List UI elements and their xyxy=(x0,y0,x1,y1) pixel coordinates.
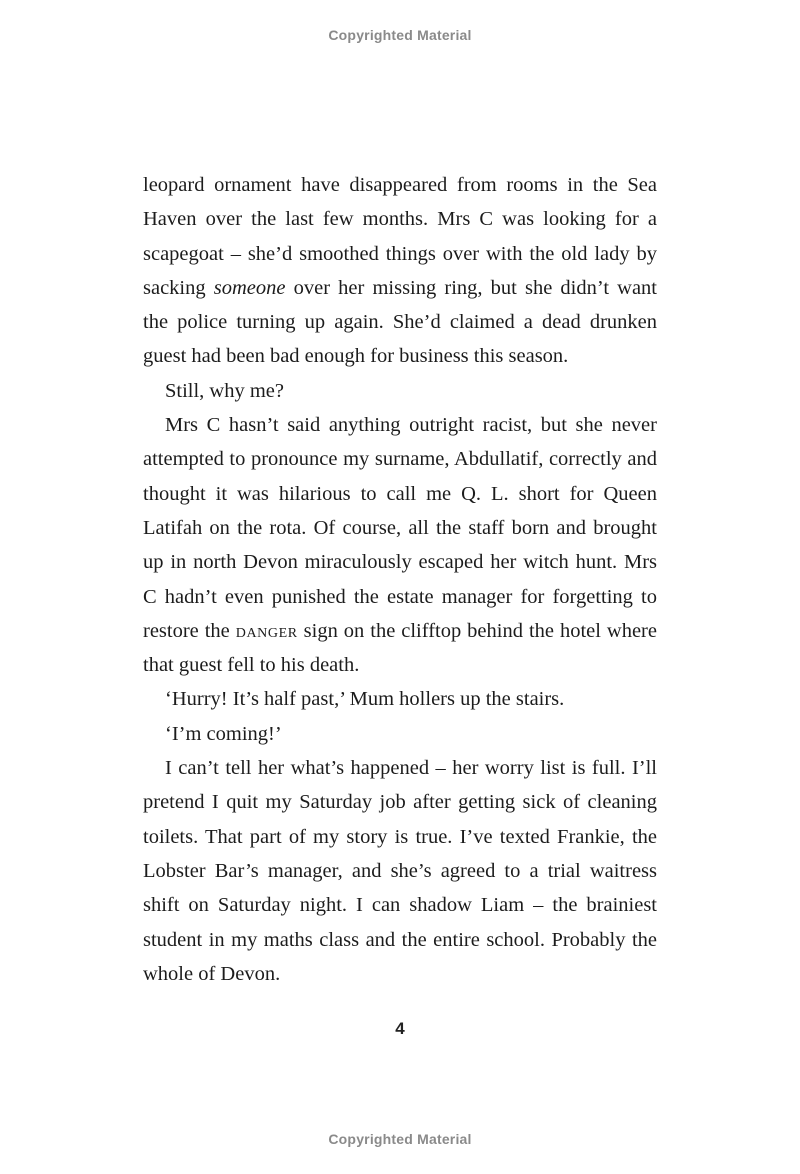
emphasis-someone: someone xyxy=(213,276,286,299)
paragraph-1-part-b: over her missing ring, but she didn’t want the police turning up again. She’d claimed a dead drunken guest had been bad enough for business this season. xyxy=(143,276,657,368)
paragraph-3-part-b: sign on the clifftop behind the hotel where that guest fell to his death. xyxy=(143,619,657,677)
body-text xyxy=(143,168,657,991)
page-number: 4 xyxy=(395,1019,405,1038)
copyright-watermark-bottom: Copyrighted Material xyxy=(328,1131,472,1147)
paragraph-1 xyxy=(143,168,657,374)
copyright-watermark-top: Copyrighted Material xyxy=(328,27,472,43)
paragraph-2: Still, why me? xyxy=(165,379,285,402)
paragraph-3 xyxy=(143,408,657,682)
danger-smallcaps: danger xyxy=(235,619,298,642)
paragraph-5: ‘I’m coming!’ xyxy=(165,722,282,745)
paragraph-1-part-a: leopard ornament have disappeared from rooms in the Sea Haven over the last few months. Mrs C was looking for a scapegoat – she’d smoothed things over with the old lady by sacking xyxy=(143,174,657,299)
paragraph-3-part-a: Mrs C hasn’t said anything outright racist, but she never attempted to pronounce my surname, Abdullatif, correctly and thought it was hilarious to call me Q. L. short for Queen Latifah on the rota. Of course, all the staff born and brought up in north Devon miraculously escaped her witch hunt. Mrs C hadn’t even punished the estate manager for forgetting to restore the xyxy=(143,414,657,642)
paragraph-6: I can’t tell her what’s happened – her worry list is full. I’ll pretend I quit my Saturday job after getting sick of cleaning toilets. That part of my story is true. I’ve texted Frankie, the Lobster Bar’s manager, and she’s agreed to a trial waitress shift on Saturday night. I can shadow Liam – the brainiest student in my maths class and the entire school. Probably the whole of Devon. xyxy=(143,757,657,985)
paragraph-4: ‘Hurry! It’s half past,’ Mum hollers up the stairs. xyxy=(165,688,565,711)
